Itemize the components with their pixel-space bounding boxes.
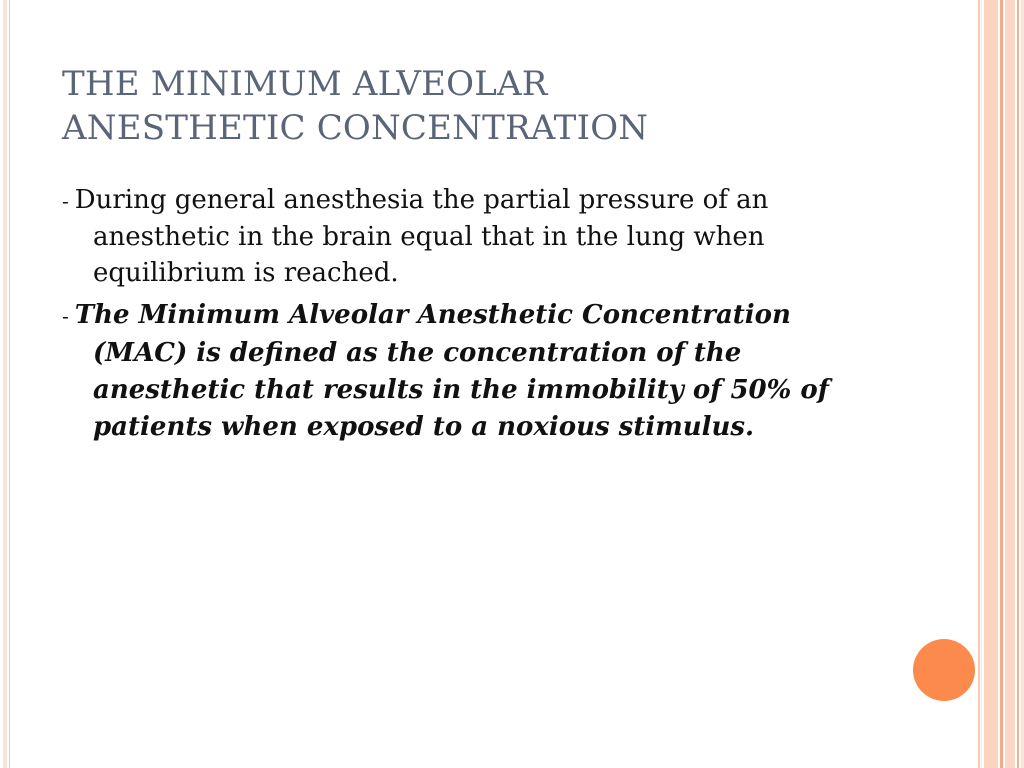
slide-title-line-1: THE MINIMUM ALVEOLAR — [62, 64, 548, 104]
right-stripe — [1000, 0, 1003, 768]
right-stripe — [981, 0, 982, 768]
slide-body — [62, 182, 892, 452]
right-stripe — [984, 0, 998, 768]
right-stripe — [978, 0, 980, 768]
slide-title — [62, 62, 942, 150]
left-border-decoration — [0, 0, 10, 768]
bullet-dash: - — [62, 189, 69, 213]
bullet-text-2: The Minimum Alveolar Anesthetic Concentration (MAC) is defined as the concentration of the anesthetic that results in the immobility of 50% of patients when exposed to a noxious stimulus. — [74, 300, 829, 442]
left-border-stripe — [3, 0, 7, 768]
right-stripe — [1017, 0, 1019, 768]
bullet-text-1: During general anesthesia the partial pressure of an anesthetic in the brain equal that in the lung when equilibrium is reached. — [74, 185, 769, 288]
bullet-dash: - — [62, 304, 69, 328]
decorative-orange-circle — [913, 639, 975, 701]
bullet-paragraph-2 — [62, 297, 892, 446]
right-stripe — [1005, 0, 1015, 768]
bullet-paragraph-1 — [62, 182, 892, 291]
slide-title-line-2: ANESTHETIC CONCENTRATION — [62, 108, 649, 148]
right-border-decoration — [978, 0, 1024, 768]
